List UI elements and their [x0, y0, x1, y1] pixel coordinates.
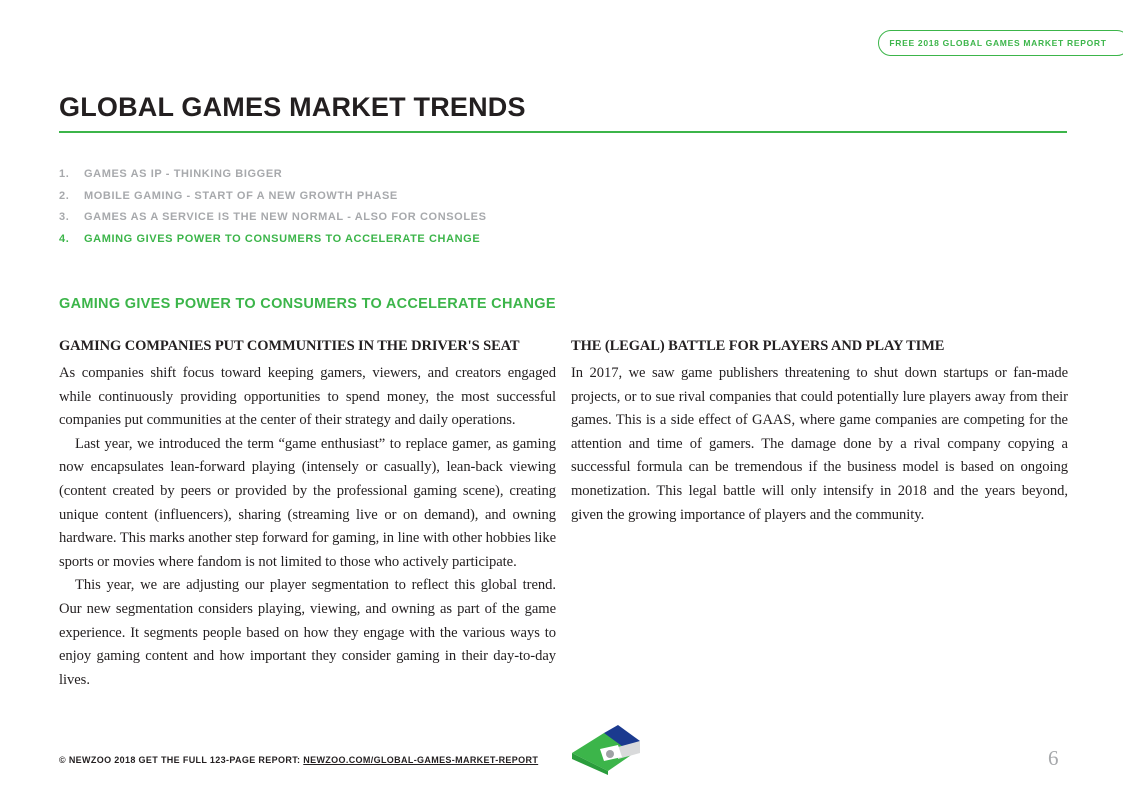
footer-copyright-text: © NEWZOO 2018 GET THE FULL 123-PAGE REPORT:: [59, 755, 304, 765]
section-heading: GAMING GIVES POWER TO CONSUMERS TO ACCELERATE CHANGE: [59, 296, 556, 312]
trend-list: [59, 168, 679, 254]
report-badge-container: [878, 30, 1123, 56]
page-number: 6: [1048, 746, 1059, 770]
trend-number-1: 1.: [59, 168, 70, 180]
trend-label-1: GAMES AS IP - THINKING BIGGER: [84, 168, 283, 180]
free-report-badge-label: FREE 2018 GLOBAL GAMES MARKET REPORT: [889, 38, 1107, 48]
trend-list-item-3[interactable]: [59, 211, 679, 233]
trend-number-3: 3.: [59, 211, 70, 223]
footer-copyright: [59, 755, 538, 765]
right-column-heading: THE (LEGAL) BATTLE FOR PLAYERS AND PLAY TIME: [571, 338, 945, 354]
trend-list-item-4[interactable]: [59, 233, 679, 255]
trend-number-2: 2.: [59, 189, 70, 202]
left-column-paragraph-2: Last year, we introduced the term “game enthusiast” to replace gamer, as gaming now encapsulates lean-forward playing (intensely or casually), lean-back viewing (content created by peers or provided by the professional gaming scene), creating unique content (influencers), sharing (streaming live or on demand), and owning hardware. This marks another step forward for gaming, in line with other hobbies like sports or movies where fandom is not limited to those who actively participate.: [59, 435, 556, 570]
left-column-paragraph-1: As companies shift focus toward keeping gamers, viewers, and creators engaged while continuously providing opportunities to spend money, the most successful companies put communities at the center of their strategy and daily operations.: [59, 365, 556, 429]
trend-list-item-2[interactable]: [59, 190, 679, 212]
trend-number-4: 4.: [59, 232, 70, 245]
trend-label-2: MOBILE GAMING - START OF A NEW GROWTH PHASE: [84, 189, 398, 202]
title-underline-rule: [59, 131, 1067, 133]
right-column-paragraph-1: In 2017, we saw game publishers threatening to shut down startups or fan-made projects, or to sue rival companies that could potentially lure players away from their games. This is a side effect of GAAS, where game companies are competing for the attention and time of gamers. The damage done by a rival company copying a successful formula can be tremendous if the business model is based on ongoing monetization. This legal battle will only intensify in 2018 and the years beyond, given the growing importance of players and the community.: [571, 365, 1068, 523]
page-title: GLOBAL GAMES MARKET TRENDS: [59, 92, 526, 122]
report-book-icon: [570, 723, 642, 775]
trend-label-4: GAMING GIVES POWER TO CONSUMERS TO ACCELERATE CHANGE: [84, 232, 481, 245]
left-column-paragraph-3: This year, we are adjusting our player segmentation to reflect this global trend. Our new segmentation considers playing, viewing, and owning as part of the game experience. It segments people based on how they engage with the various ways to enjoy gaming content and how important they consider gaming in their day-to-day lives.: [59, 577, 556, 688]
left-column: [59, 338, 556, 692]
trend-list-item-1[interactable]: [59, 168, 679, 190]
trend-label-3: GAMES AS A SERVICE IS THE NEW NORMAL - ALSO FOR CONSOLES: [84, 211, 487, 223]
footer-report-link[interactable]: NEWZOO.COM/GLOBAL-GAMES-MARKET-REPORT: [303, 755, 539, 765]
right-column: [571, 338, 1068, 527]
free-report-badge[interactable]: [878, 30, 1123, 56]
left-column-heading: GAMING COMPANIES PUT COMMUNITIES IN THE DRIVER'S SEAT: [59, 338, 520, 354]
